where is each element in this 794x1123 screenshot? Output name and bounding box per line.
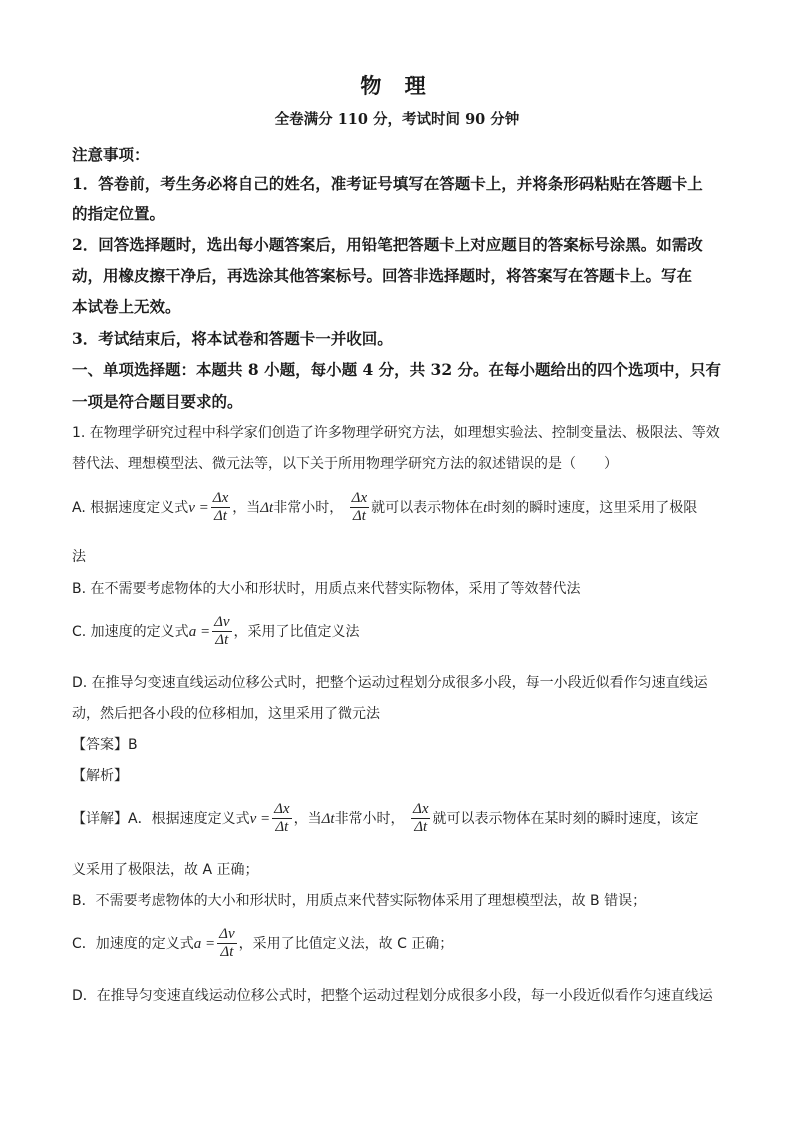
option-a: A. 根据速度定义式v = $\frac{\Delta x}{\Delta t}$ ，当Δt非常小时， $\frac{\Delta x}{\Delta t}$ 就可以表示物体在t时刻的瞬时速度，这里采用了极限 bbox=[72, 490, 698, 525]
note-item-2-line-1: 2．回答选择题时，选出每小题答案后，用铅笔把答题卡上对应题目的答案标号涂黑。如需改 bbox=[72, 235, 703, 254]
question-1-stem-line-1: 1. 在物理学研究过程中科学家们创造了许多物理学研究方法，如理想实验法、控制变量法、极限法、等效 bbox=[72, 425, 720, 441]
note-item-3: 3．考试结束后，将本试卷和答题卡一并收回。 bbox=[72, 329, 393, 348]
page-title: 物 理 bbox=[360, 73, 434, 98]
answer-value: B bbox=[128, 737, 138, 753]
section-heading-line-2: 一项是符合题目要求的。 bbox=[72, 392, 243, 411]
fraction-dx-dt-2: $\frac{\Delta x}{\Delta t}$ bbox=[351, 490, 368, 525]
detail-fraction-dx-dt: $\frac{\Delta x}{\Delta t}$ bbox=[274, 801, 290, 836]
option-d-line-2: 动，然后把各小段的位移相加，这里采用了微元法 bbox=[72, 706, 380, 722]
section-heading-line-1: 一、单项选择题：本题共 8 小题，每小题 4 分，共 32 分。在每小题给出的四个选项中，只有 bbox=[72, 360, 722, 379]
option-b: B. 在不需要考虑物体的大小和形状时，用质点来代替实际物体，采用了等效替代法 bbox=[72, 581, 581, 597]
detail-b: B．不需要考虑物体的大小和形状时，用质点来代替实际物体采用了理想模型法，故 B 错误； bbox=[72, 893, 647, 909]
question-1-stem-line-2: 替代法、理想模型法、微元法等，以下关于所用物理学研究方法的叙述错误的是（ ） bbox=[72, 456, 618, 472]
exam-subtitle: 全卷满分 110 分，考试时间 90 分钟 bbox=[274, 111, 520, 128]
answer-line bbox=[72, 734, 138, 754]
analysis-label: 【解析】 bbox=[72, 768, 128, 784]
note-item-2-line-3: 本试卷上无效。 bbox=[72, 297, 181, 316]
notes-heading: 注意事项： bbox=[72, 145, 150, 164]
option-d-line-1: D. 在推导匀变速直线运动位移公式时，把整个运动过程划分成很多小段，每一小段近似看作匀速直线运 bbox=[72, 675, 708, 691]
note-item-1-line-2: 的指定位置。 bbox=[72, 204, 166, 223]
fraction-dx-dt: $\frac{\Delta x}{\Delta t}$ bbox=[212, 490, 229, 525]
option-c: C. 加速度的定义式a = $\frac{\Delta v}{\Delta t}$ ，采用了比值定义法 bbox=[72, 614, 360, 649]
detail-fraction-dv-dt: $\frac{\Delta v}{\Delta t}$ bbox=[219, 926, 235, 961]
option-a-text-pre: A. 根据速度定义式 bbox=[72, 499, 189, 516]
note-item-1-line-1: 1．答卷前，考生务必将自己的姓名，准考证号填写在答题卡上，并将条形码粘贴在答题卡上 bbox=[72, 174, 703, 193]
detail-c: C．加速度的定义式a = $\frac{\Delta v}{\Delta t}$ ，采用了比值定义法，故 C 正确； bbox=[72, 926, 454, 961]
detail-a: 【详解】A．根据速度定义式v = $\frac{\Delta x}{\Delta t}$ ，当Δt非常小时， $\frac{\Delta x}{\Delta t}$ 就可以表示物体在某时刻的瞬时速度，该定 bbox=[72, 801, 699, 836]
answer-label: 【答案】 bbox=[72, 737, 128, 753]
detail-a-wrap: 义采用了极限法，故 A 正确； bbox=[72, 862, 259, 878]
velocity-equation-label: v = bbox=[188, 499, 209, 516]
acceleration-equation-label: a = bbox=[188, 623, 211, 640]
note-item-2-line-2: 动，用橡皮擦干净后，再选涂其他答案标号。回答非选择题时，将答案写在答题卡上。写在 bbox=[72, 266, 693, 285]
option-a-wrap: 法 bbox=[72, 549, 86, 565]
detail-fraction-dx-dt-2: $\frac{\Delta x}{\Delta t}$ bbox=[413, 801, 429, 836]
detail-d: D．在推导匀变速直线运动位移公式时，把整个运动过程划分成很多小段，每一小段近似看作匀速直线运 bbox=[72, 988, 713, 1004]
fraction-dv-dt: $\frac{\Delta v}{\Delta t}$ bbox=[214, 614, 230, 649]
